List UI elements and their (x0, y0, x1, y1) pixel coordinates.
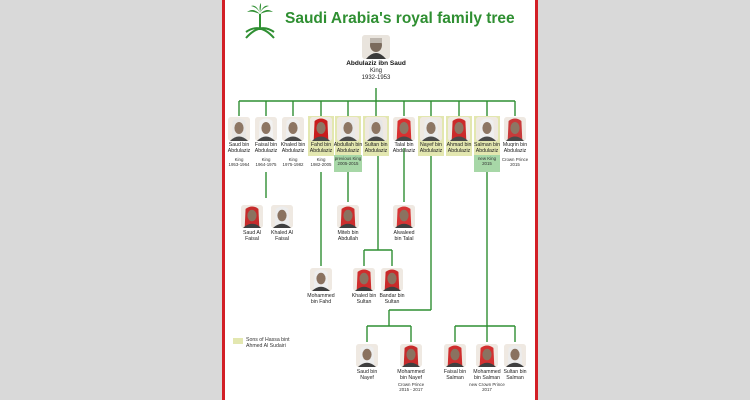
grandson-name: Saud Al Faisal (243, 230, 261, 242)
grandson-name: Khaled bin Sultan (351, 293, 377, 305)
portrait-son (310, 117, 332, 141)
root-role: King (369, 68, 382, 74)
grandson-name: Alwaleed bin Talal (393, 230, 415, 242)
legend-text: Sons of Hassa bint Ahmed Al Sudairi (246, 337, 290, 349)
son-note: 2005-2015 (337, 161, 359, 166)
grandson-name: Miteb bin Abdullah (337, 230, 359, 242)
portrait-abdulaziz (362, 35, 390, 59)
son-note: King 1982-2005 (310, 157, 332, 168)
portrait-son (476, 117, 498, 141)
son-name: Talal bin Abdulaziz (392, 142, 416, 154)
son-note-label: new King (477, 156, 497, 161)
grandson-name: Mohammed bin Nayef (397, 369, 425, 381)
portrait-son (420, 117, 442, 141)
son-name: Abdullah bin Abdulaziz (333, 142, 363, 154)
grandson-note: new Crown Prince 2017 (469, 382, 505, 393)
grandson-note: Crown Prince 2015 - 2017 (397, 382, 425, 393)
son-name: Muqrin bin Abdulaziz (502, 142, 528, 154)
portrait-sultan-salman (504, 344, 526, 367)
son-note: King 1953-1964 (228, 157, 250, 168)
grandson-name: Khaled Al Faisal (271, 230, 293, 242)
son-note: Crown Prince 2015 (501, 157, 529, 168)
son-name: Saud bin Abdulaziz (227, 142, 251, 154)
portrait-miteb (337, 205, 359, 228)
grandson-name: Mohammed bin Fahd (307, 293, 335, 305)
portrait-son (504, 117, 526, 141)
portrait-son (255, 117, 277, 141)
son-name: Sultan bin Abdulaziz (364, 142, 388, 154)
portrait-mohammed-nayef (400, 344, 422, 367)
root-years: 1932-1953 (361, 75, 391, 81)
portrait-khaled-al-faisal (271, 205, 293, 228)
son-note-label: previous King (334, 156, 362, 161)
portrait-saud-al-faisal (241, 205, 263, 228)
grandson-name: Bandar bin Sultan (379, 293, 405, 305)
portrait-mohammed-salman (476, 344, 498, 367)
grandson-name: Sultan bin Salman (503, 369, 527, 381)
son-note: 2015 (482, 161, 492, 166)
grandson-name: Saud bin Nayef (356, 369, 378, 381)
portrait-son (228, 117, 250, 141)
son-note: King 1975-1982 (282, 157, 304, 168)
portrait-son (365, 117, 387, 141)
son-name: Ahmad bin Abdulaziz (446, 142, 472, 154)
portrait-mohammed-fahd (310, 268, 332, 291)
portrait-khaled-sultan (353, 268, 375, 291)
portrait-son (282, 117, 304, 141)
son-note: King 1964-1975 (255, 157, 277, 168)
portrait-saud-nayef (356, 344, 378, 367)
portrait-faisal-salman (444, 344, 466, 367)
grandson-name: Faisal bin Salman (443, 369, 467, 381)
son-name: Fahd bin Abdulaziz (309, 142, 333, 154)
son-name: Faisal bin Abdulaziz (254, 142, 278, 154)
son-name: Nayef bin Abdulaziz (419, 142, 443, 154)
portrait-alwaleed (393, 205, 415, 228)
son-name: Salman bin Abdulaziz (474, 142, 500, 154)
portrait-son (448, 117, 470, 141)
son-name: Khaled bin Abdulaziz (280, 142, 306, 154)
saudi-emblem-icon (240, 2, 280, 42)
root-name: Abdulaziz ibn Saud (346, 60, 406, 67)
legend-swatch (233, 338, 243, 344)
portrait-son (337, 117, 359, 141)
grandson-name: Mohammed bin Salman (473, 369, 501, 381)
portrait-bandar-sultan (381, 268, 403, 291)
page-title: Saudi Arabia's royal family tree (285, 10, 515, 27)
portrait-son (393, 117, 415, 141)
